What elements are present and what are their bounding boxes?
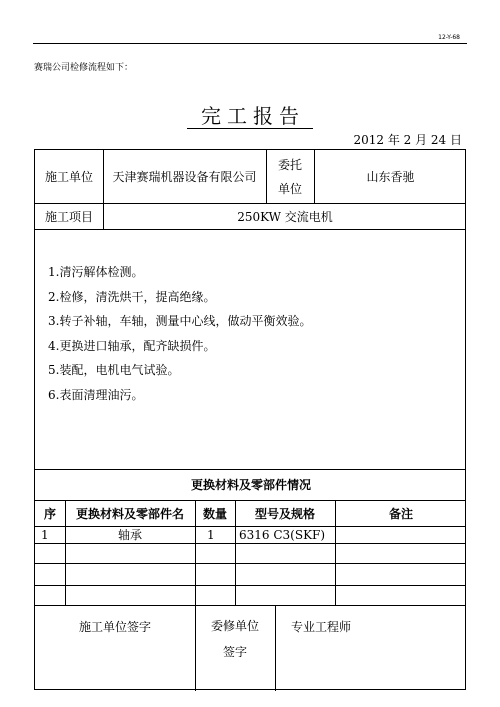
step-item: 5.装配，电机电气试验。 [48, 363, 180, 378]
client-value: 山东香驰 [366, 170, 415, 184]
engineer-signature-label: 专业工程师 [291, 620, 352, 634]
part-notes [335, 526, 467, 543]
client-signature-line1: 委修单位 [210, 619, 259, 633]
row-divider [35, 229, 465, 230]
client-label-line1: 委托 [277, 157, 302, 172]
title-block [0, 100, 500, 129]
step-item: 2.检修，清洗烘干，提高绝缘。 [48, 289, 216, 304]
col-header-notes: 备注 [388, 506, 413, 521]
client-label-line2: 单位 [277, 181, 302, 196]
report-table [34, 149, 466, 690]
row-divider [35, 543, 465, 544]
unit-label: 施工单位 [44, 170, 93, 184]
project-label: 施工项目 [44, 209, 93, 224]
col-header-qty: 数量 [202, 506, 227, 521]
parts-section-title: 更换材料及零部件情况 [190, 478, 311, 492]
step-item: 1.清污解体检测。 [48, 265, 144, 279]
col-header-index: 序 [43, 506, 56, 521]
repair-steps [48, 260, 311, 408]
part-model: 6316 C3(SKF) [239, 527, 326, 542]
client-signature-label [195, 605, 275, 691]
step-item: 6.表面清理油污。 [48, 387, 144, 402]
part-name: 轴承 [117, 528, 142, 542]
project-value: 250KW 交流电机 [237, 209, 333, 224]
intro-text: 赛瑞公司检修流程如下： [34, 63, 134, 73]
client-signature-line2: 签字 [222, 645, 247, 659]
step-item: 4.更换进口轴承，配齐缺损件。 [48, 338, 216, 353]
page-number: 12-Y-68 [438, 34, 460, 41]
report-date: 2012 年 2 月 24 日 [353, 133, 462, 147]
step-item: 3.转子补轴，车轴，测量中心线，做动平衡效验。 [48, 314, 312, 329]
col-header-name: 更换材料及零部件名 [75, 506, 184, 521]
row-divider [35, 563, 465, 564]
part-index: 1 [41, 527, 49, 542]
row-divider [35, 585, 465, 586]
col-divider [275, 605, 276, 691]
contractor-signature-label: 施工单位签字 [78, 620, 151, 634]
part-qty: 1 [207, 527, 215, 542]
col-header-model: 型号及规格 [254, 506, 315, 521]
header-rule [33, 43, 467, 44]
report-title: 完工报告 [187, 104, 313, 129]
unit-value: 天津赛瑞机器设备有限公司 [112, 170, 257, 184]
client-label [266, 150, 314, 203]
